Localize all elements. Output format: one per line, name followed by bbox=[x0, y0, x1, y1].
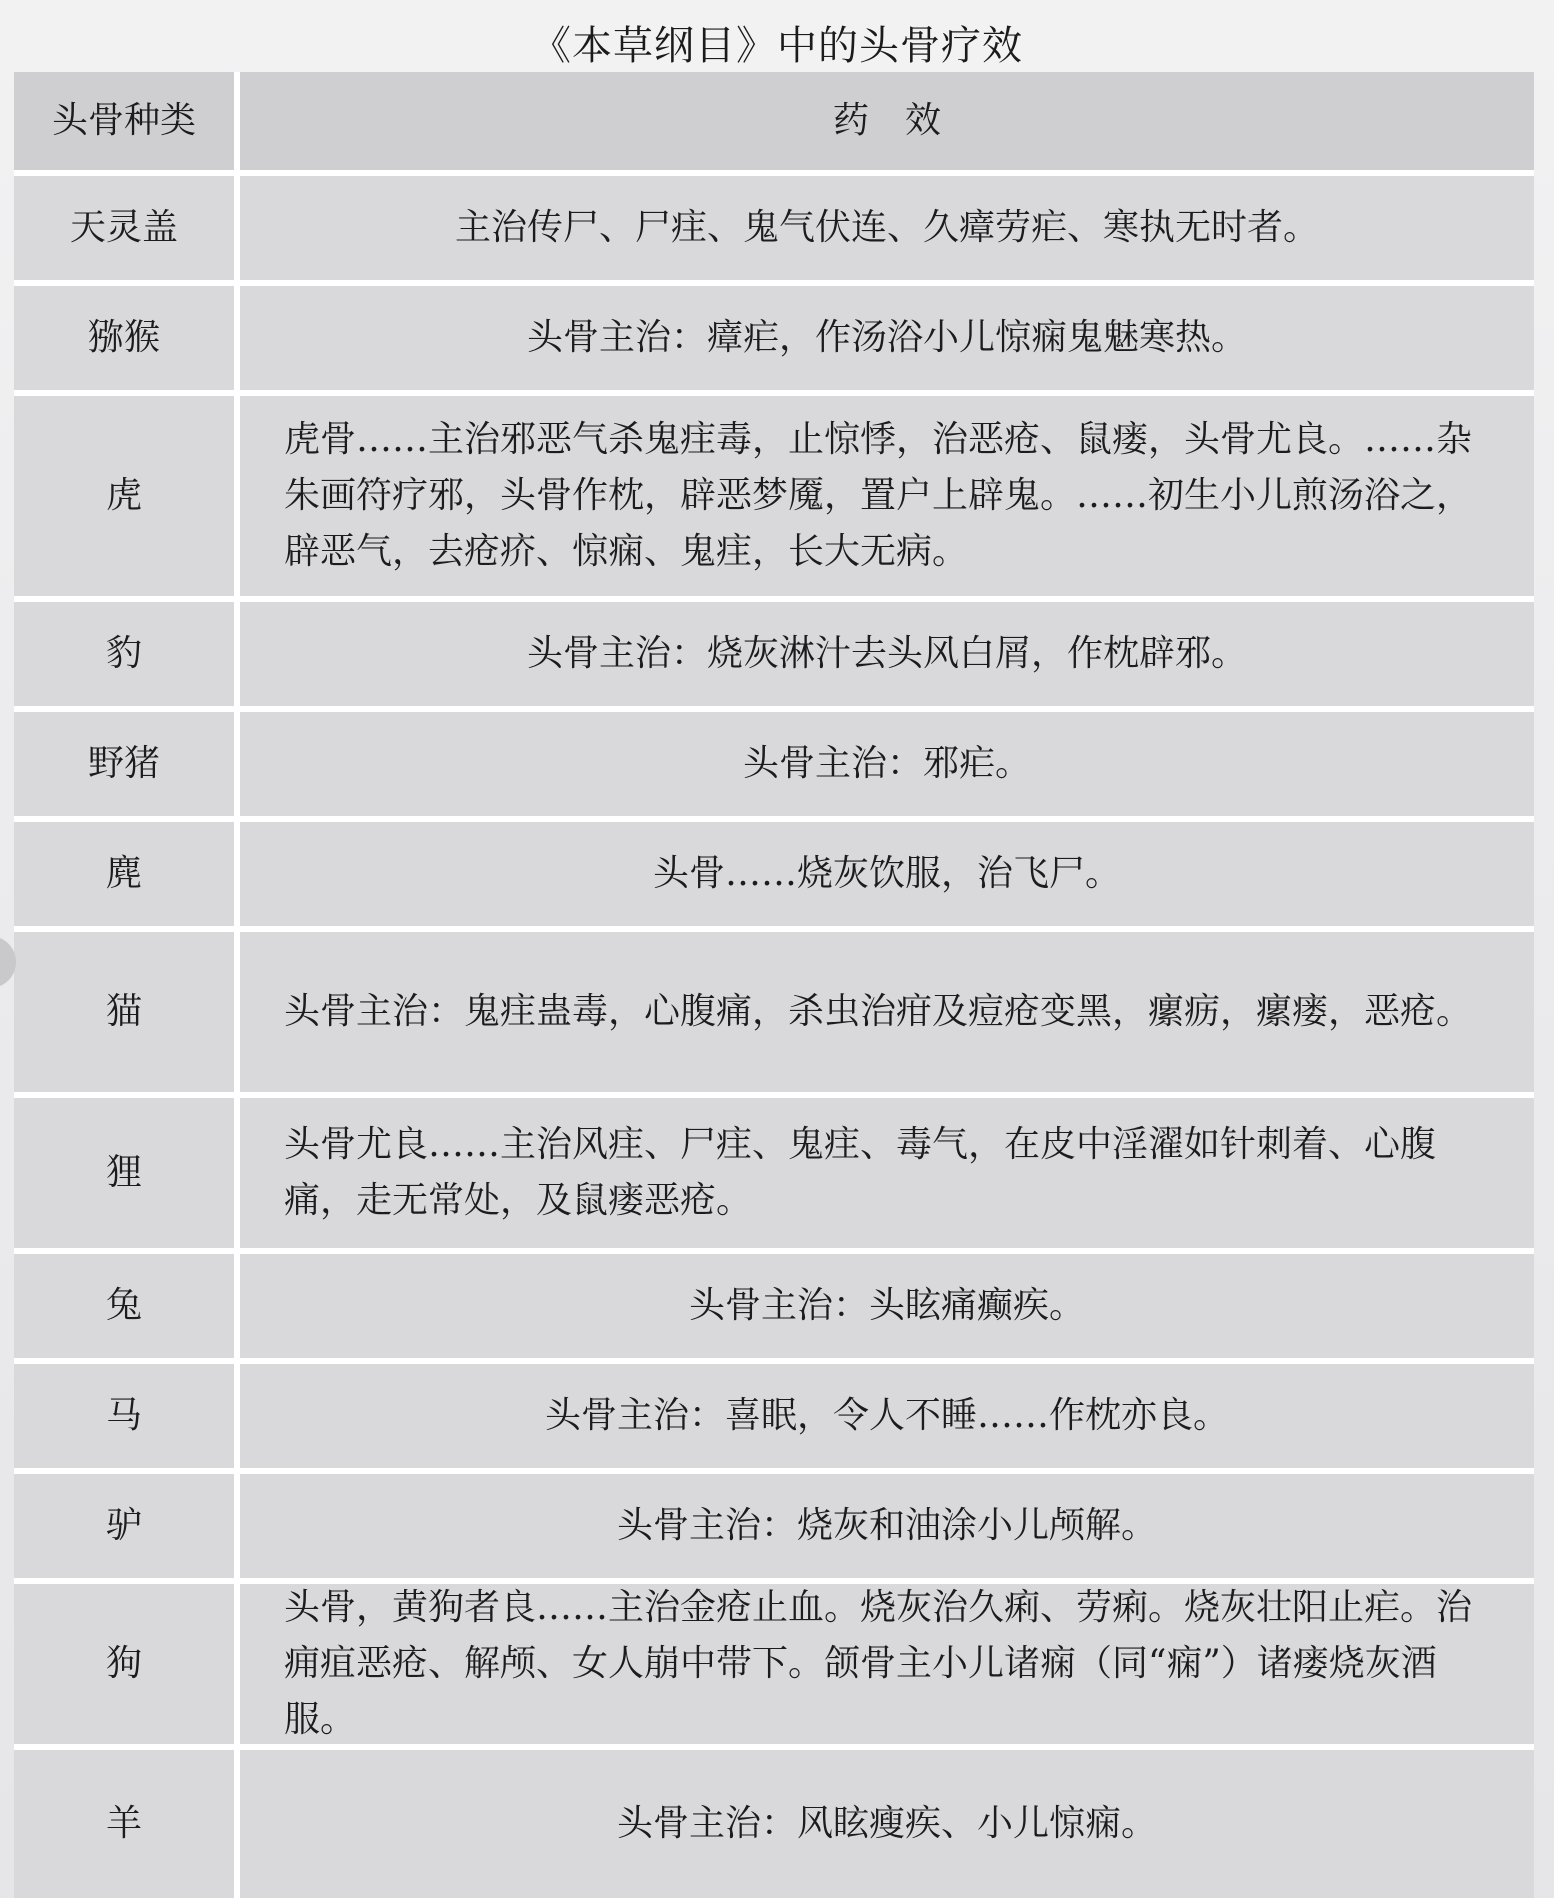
row-kind: 虎 bbox=[14, 396, 234, 596]
row-effect: 头骨……烧灰饮服，治飞尸。 bbox=[240, 822, 1534, 926]
table-row bbox=[14, 1254, 1534, 1358]
row-kind: 兔 bbox=[14, 1254, 234, 1358]
row-kind: 狗 bbox=[14, 1584, 234, 1744]
row-effect: 头骨主治：鬼疰蛊毒，心腹痛，杀虫治疳及痘疮变黑，瘰疬，瘰瘘，恶疮。 bbox=[240, 932, 1534, 1092]
row-kind: 猕猴 bbox=[14, 286, 234, 390]
row-kind: 天灵盖 bbox=[14, 176, 234, 280]
row-kind: 野猪 bbox=[14, 712, 234, 816]
table-row bbox=[14, 176, 1534, 280]
row-effect: 头骨主治：瘴疟，作汤浴小儿惊痫鬼魅寒热。 bbox=[240, 286, 1534, 390]
row-effect: 头骨主治：喜眠，令人不睡……作枕亦良。 bbox=[240, 1364, 1534, 1468]
row-effect: 头骨主治：邪疟。 bbox=[240, 712, 1534, 816]
row-effect: 头骨，黄狗者良……主治金疮止血。烧灰治久痢、劳痢。烧灰壮阳止疟。治痈疽恶疮、解颅、女人崩中带下。颌骨主小儿诸痫（同“痫”）诸瘘烧灰酒服。 bbox=[240, 1584, 1534, 1744]
row-kind: 麂 bbox=[14, 822, 234, 926]
row-effect: 头骨主治：烧灰和油涂小儿颅解。 bbox=[240, 1474, 1534, 1578]
row-kind: 豹 bbox=[14, 602, 234, 706]
row-kind: 狸 bbox=[14, 1098, 234, 1248]
table-row bbox=[14, 396, 1534, 596]
table-row bbox=[14, 1364, 1534, 1468]
efficacy-table bbox=[14, 72, 1534, 1898]
table-row bbox=[14, 602, 1534, 706]
table-row bbox=[14, 712, 1534, 816]
row-effect: 主治传尸、尸疰、鬼气伏连、久瘴劳疟、寒执无时者。 bbox=[240, 176, 1534, 280]
row-effect: 虎骨……主治邪恶气杀鬼疰毒，止惊悸，治恶疮、鼠瘘，头骨尤良。……杂朱画符疗邪，头骨作枕，辟恶梦魇，置户上辟鬼。……初生小儿煎汤浴之，辟恶气，去疮疥、惊痫、鬼疰，长大无病。 bbox=[240, 396, 1534, 596]
table-row bbox=[14, 822, 1534, 926]
table-row bbox=[14, 932, 1534, 1092]
row-kind: 羊 bbox=[14, 1750, 234, 1898]
row-effect: 头骨主治：风眩瘦疾、小儿惊痫。 bbox=[240, 1750, 1534, 1898]
row-kind: 猫 bbox=[14, 932, 234, 1092]
row-effect: 头骨主治：头眩痛癫疾。 bbox=[240, 1254, 1534, 1358]
table-header-row bbox=[14, 72, 1534, 170]
table-title: 《本草纲目》中的头骨疗效 bbox=[531, 23, 1023, 69]
table-row bbox=[14, 1584, 1534, 1744]
row-kind: 驴 bbox=[14, 1474, 234, 1578]
header-effect: 药 效 bbox=[240, 72, 1534, 170]
table-row bbox=[14, 286, 1534, 390]
row-effect: 头骨主治：烧灰淋汁去头风白屑，作枕辟邪。 bbox=[240, 602, 1534, 706]
header-kind: 头骨种类 bbox=[14, 72, 234, 170]
table-row bbox=[14, 1474, 1534, 1578]
table-row bbox=[14, 1098, 1534, 1248]
table-row bbox=[14, 1750, 1534, 1898]
row-kind: 马 bbox=[14, 1364, 234, 1468]
row-effect: 头骨尤良……主治风疰、尸疰、鬼疰、毒气，在皮中淫濯如针刺着、心腹痛，走无常处，及鼠瘘恶疮。 bbox=[240, 1098, 1534, 1248]
